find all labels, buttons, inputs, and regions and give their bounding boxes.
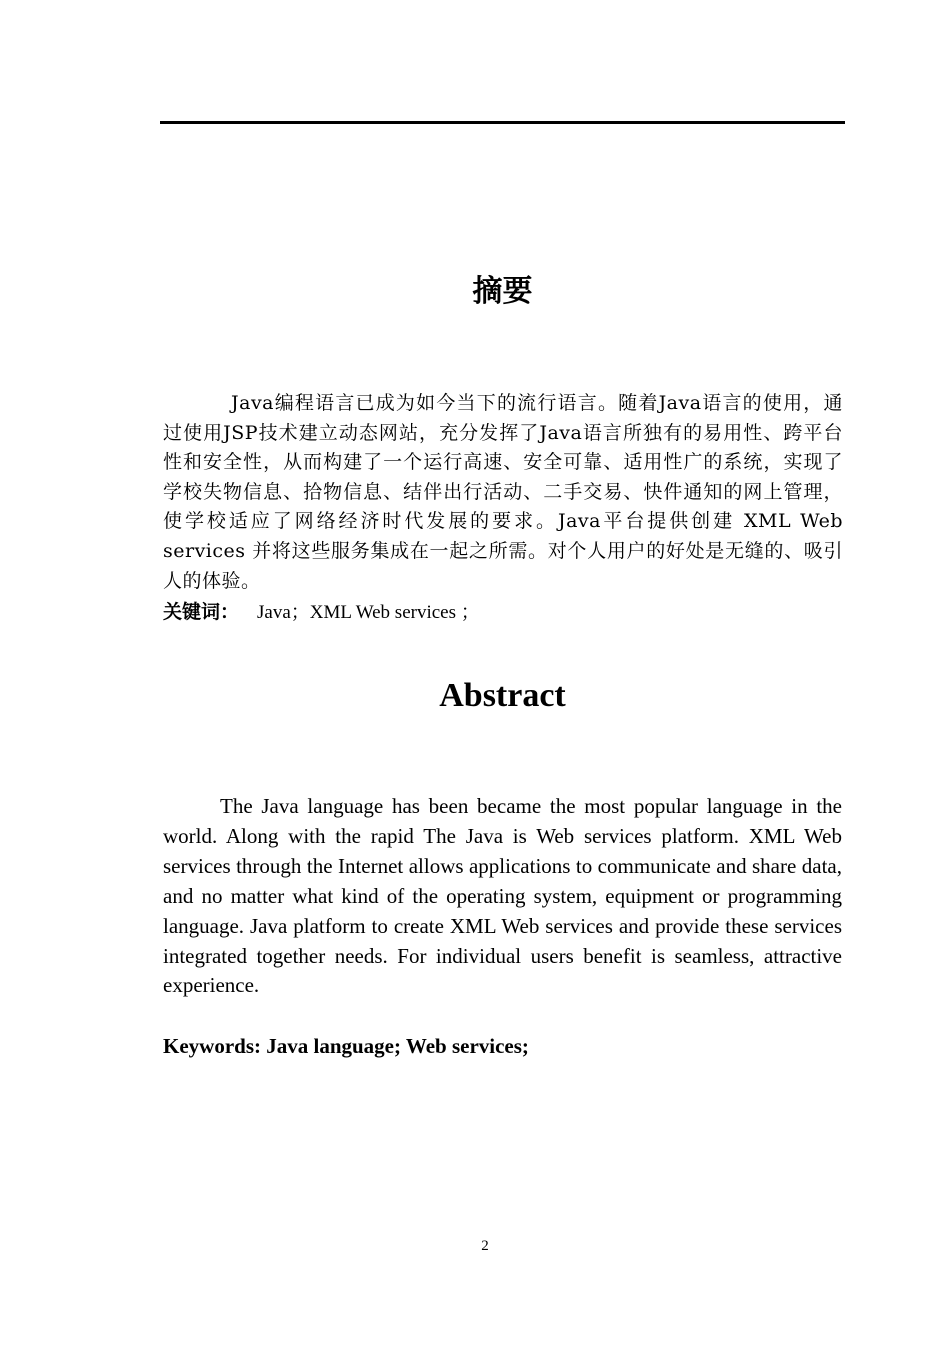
abstract-cn-keywords xyxy=(163,598,843,627)
abstract-cn-heading: 摘要 xyxy=(472,274,533,309)
abstract-en-body: The Java language has been became the most popular language in the world. Along with the rapid The Java is Web services platform. XML Web services through the Internet allows applications to communicate and share data, and no matter what kind of the operating system, equipment or programming language. Java platform to create XML Web services and provide these services integrated together needs. For individual users benefit is seamless, attractive experience. xyxy=(163,794,842,998)
keywords-cn-label: 关键词： xyxy=(163,601,240,623)
keywords-cn-value: Java；XML Web services ； xyxy=(257,602,480,623)
page-number: 2 xyxy=(481,1238,489,1254)
abstract-en-heading: Abstract xyxy=(439,677,566,714)
abstract-en-keywords: Keywords: Java language; Web services; xyxy=(163,1034,529,1058)
abstract-cn-body: Java编程语言已成为如今当下的流行语言。随着Java语言的使用，通过使用JSP技术建立动态网站，充分发挥了Java语言所独有的易用性、跨平台性和安全性，从而构建了一个运行高速、安全可靠、适用性广的系统，实现了学校失物信息、拾物信息、结伴出行活动、二手交易、快件通知的网上管理，使学校适应了网络经济时代发展的要求。Java平台提供创建 XML Web services 并将这些服务集成在一起之所需。对个人用户的好处是无缝的、吸引人的体验。 xyxy=(163,392,843,592)
header-rule xyxy=(160,121,845,124)
